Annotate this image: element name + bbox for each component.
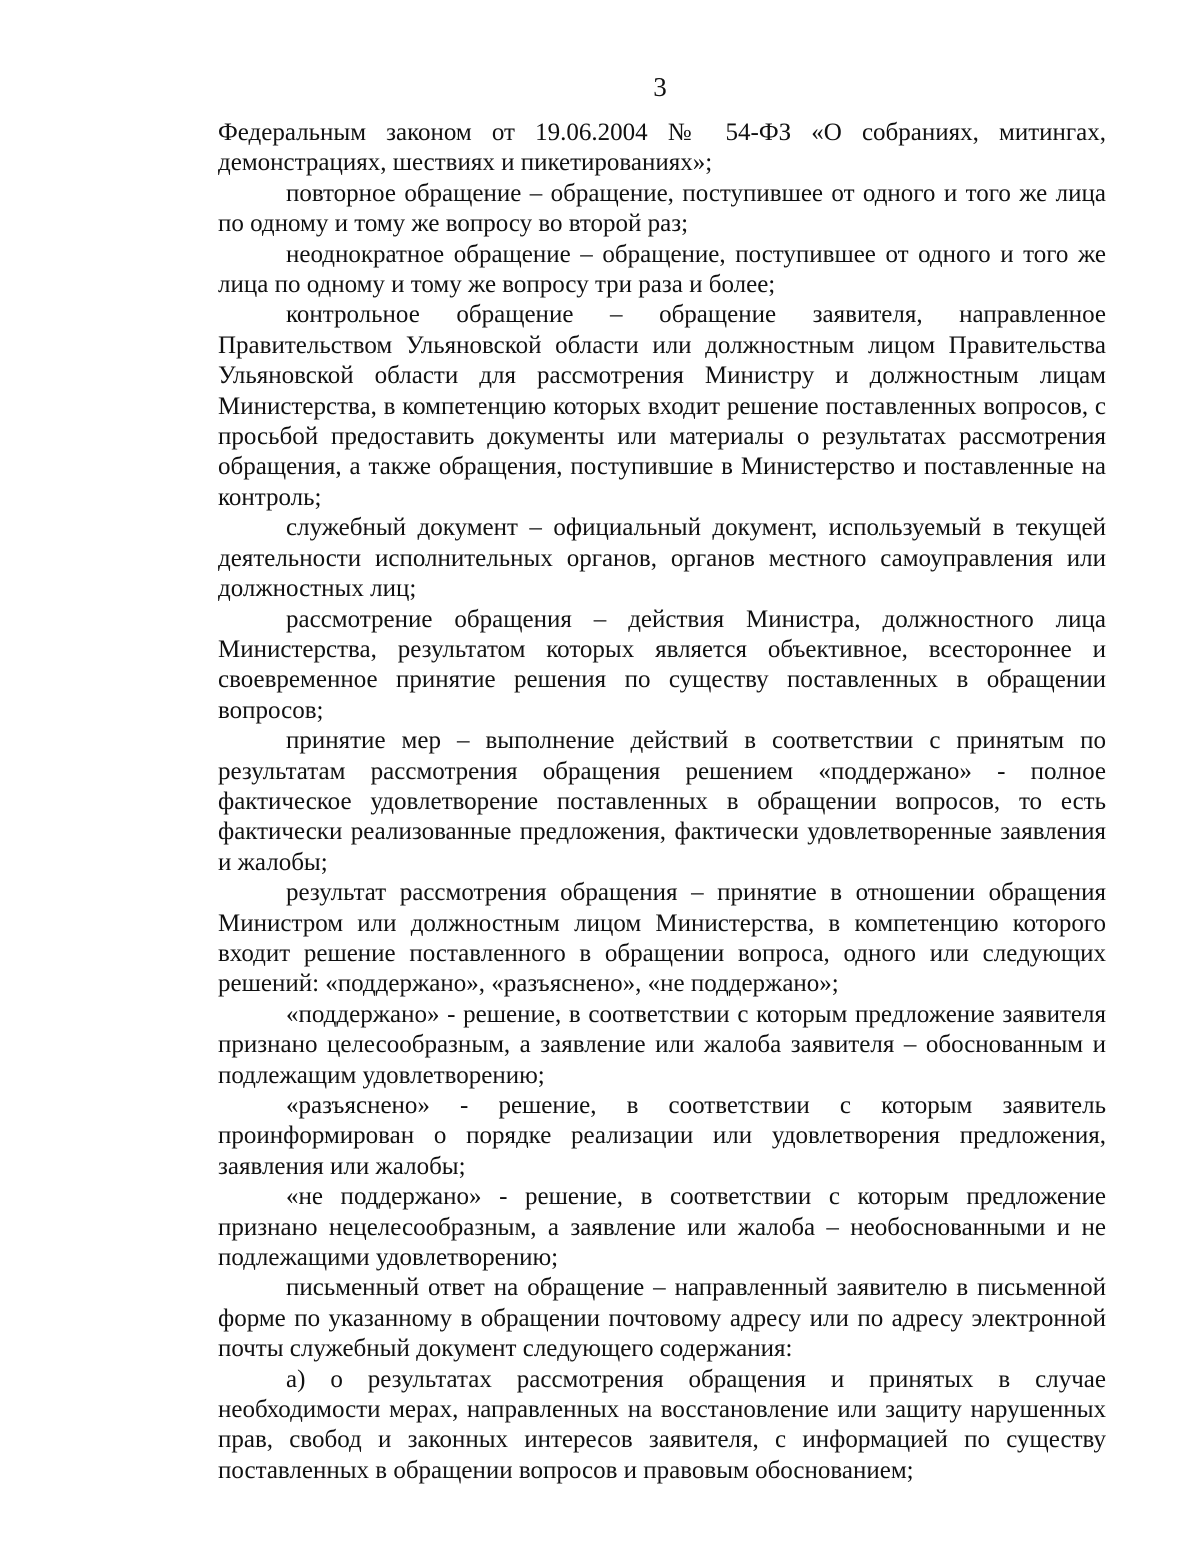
paragraph-taking-measures: принятие мер – выполнение действий в соответствии с принятым по результатам рассмотрения обращения решением «поддержано» - полное фактическое удовлетворение поставленных в обращении вопросов, то есть фактически реализованные предложения, фактически удовлетворенные заявления и жалобы; [218,727,1106,876]
paragraph-item-a: а) о результатах рассмотрения обращения и принятых в случае необходимости мерах, направленных на восстановление или защиту нарушенных прав, свобод и законных интересов заявителя, с информацией по существу поставленных в обращении вопросов и правовым обоснованием; [218,1365,1106,1484]
paragraph-review-result: результат рассмотрения обращения – принятие в отношении обращения Министром или должностным лицом Министерства, в компетенцию которого входит решение поставленного в обращении вопроса, одного или следующих решений: «поддержано», «разъяснено», «не поддержано»; [218,879,1106,998]
paragraph-appeal-review: рассмотрение обращения – действия Министра, должностного лица Министерства, результатом которых является объективное, всестороннее и своевременное принятие решения по существу поставленных в обращении вопросов; [218,605,1106,724]
paragraph-law-reference: Федеральным законом от 19.06.2004 № 54-ФЗ «О собраниях, митингах, демонстрациях, шествиях и пикетированиях»; [218,119,1106,177]
paragraph-supported: «поддержано» - решение, в соответствии с которым предложение заявителя признано целесообразным, а заявление или жалоба заявителя – обоснованным и подлежащим удовлетворению; [218,1000,1106,1089]
page-number: 3 [653,72,667,102]
paragraph-multiple-appeal: неоднократное обращение – обращение, поступившее от одного и того же лица по одному и тому же вопросу три раза и более; [218,240,1106,299]
paragraph-not-supported: «не поддержано» - решение, в соответствии с которым предложение признано нецелесообразным, а заявление или жалоба – необоснованными и не подлежащими удовлетворению; [218,1183,1106,1272]
paragraph-written-response: письменный ответ на обращение – направленный заявителю в письменной форме по указанному в обращении почтовому адресу или по адресу электронной почты служебный документ следующего содержания: [218,1274,1106,1363]
document-body [218,118,1106,1486]
paragraph-control-appeal: контрольное обращение – обращение заявителя, направленное Правительством Ульяновской области или должностным лицом Правительства Ульяновской области для рассмотрения Министру и должностным лицам Министерства, в компетенцию которых входит решение поставленных вопросов, с просьбой предоставить документы или материалы о результатах рассмотрения обращения, а также обращения, поступившие в Министерство и поставленные на контроль; [218,301,1106,511]
paragraph-clarified: «разъяснено» - решение, в соответствии с которым заявитель проинформирован о порядке реализации или удовлетворения предложения, заявления или жалобы; [218,1092,1106,1180]
paragraph-official-document: служебный документ – официальный документ, используемый в текущей деятельности исполнительных органов, органов местного самоуправления или должностных лиц; [218,514,1106,603]
paragraph-repeated-appeal: повторное обращение – обращение, поступившее от одного и того же лица по одному и тому же вопросу во второй раз; [218,179,1106,238]
